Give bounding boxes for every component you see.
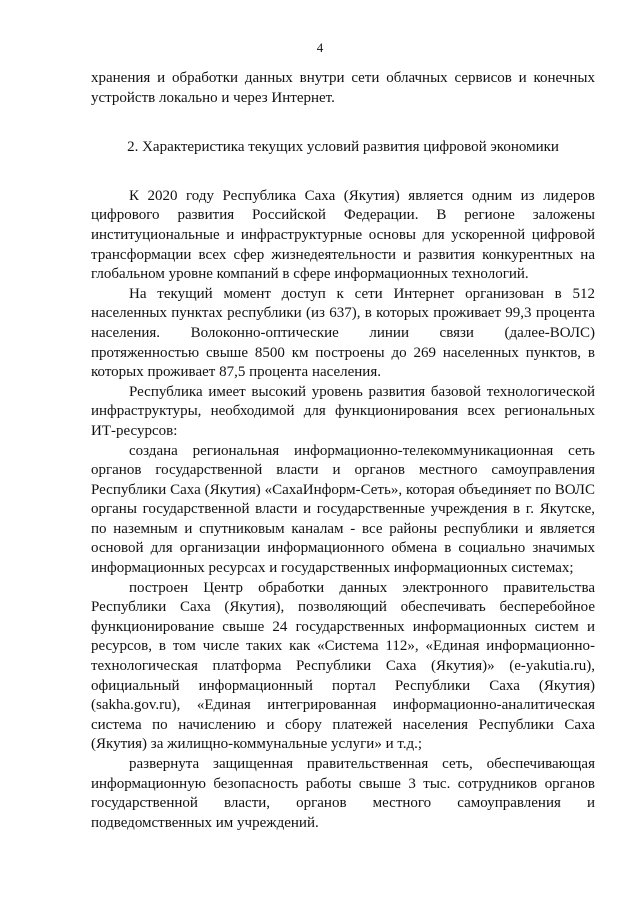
page-number: 4 [316, 40, 324, 55]
paragraph-data-center: построен Центр обработки данных электронного правительства Республики Саха (Якутия), позволяющий обеспечивать бесперебойное функционирование свыше 24 государственных информационных систем и ресурсов, в том числе таких как «Система 112», «Единая информационно-технологическая платформа Республики Саха (Якутия)» (e-yakutia.ru), официальный информационный портал Республики Саха (Якутия) (sakha.gov.ru), «Единая интегрированная информационно-аналитическая система по начислению и сбору платежей населения Республики Саха (Якутия) за жилищно-коммунальные услуги» и т.д.; [91, 579, 595, 753]
document-body [91, 69, 595, 833]
paragraph-infrastructure-intro: Республика имеет высокий уровень развития базовой технологической инфраструктуры, необходимой для функционирования всех региональных ИТ-ресурсов: [91, 383, 595, 439]
intro-continuation-paragraph: хранения и обработки данных внутри сети облачных сервисов и конечных устройств локально и через Интернет. [91, 70, 595, 106]
paragraph-internet-access: На текущий момент доступ к сети Интернет организован в 512 населенных пунктах республики (из 637), в которых проживает 99,3 процента населения. Волоконно-оптические линии связи (далее-ВОЛС) протяженностью свыше 8500 км построены до 269 населенных пунктов, в которых проживает 87,5 процента населения. [91, 285, 595, 381]
paragraph-regional-network: создана региональная информационно-телекоммуникационная сеть органов государственной власти и органов местного самоуправления Республики Саха (Якутия) «СахаИнформ-Сеть», которая объединяет по ВОЛС органы государственной власти и государственные учреждения в г. Якутске, по наземным и спутниковым каналам - все районы республики и является основой для организации информационного обмена в социально значимых информационных ресурсах и государственных информационных системах; [91, 442, 595, 577]
section-heading: 2. Характеристика текущих условий развития цифровой экономики [127, 139, 559, 156]
paragraph-digital-leadership: К 2020 году Республика Саха (Якутия) является одним из лидеров цифрового развития Российской Федерации. В регионе заложены институциональные и инфраструктурные основы для ускоренной цифровой трансформации всех сфер жизнедеятельности и развития конкурентных на глобальном уровне компаний в сфере информационных технологий. [91, 187, 595, 283]
paragraph-secure-network: развернута защищенная правительственная сеть, обеспечивающая информационную безопасность работы свыше 3 тыс. сотрудников органов государственной власти, органов местного самоуправления и подведомственных им учреждений. [91, 756, 595, 831]
